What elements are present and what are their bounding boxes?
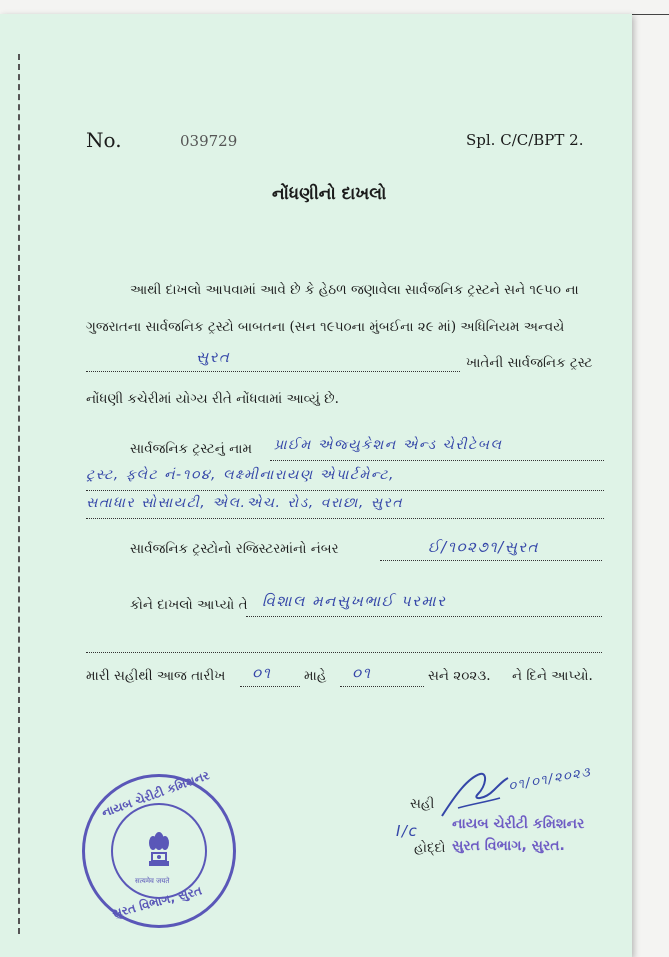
trust-name-dotted-line-1 <box>270 460 604 461</box>
certificate-page <box>0 14 632 957</box>
body-line-1: આથી દાખલો આપવામાં આવે છે કે હેઠળ જણાવેલા સાર્વજનિક ટ્રસ્ટને સને ૧૯૫૦ ના <box>130 282 579 298</box>
designation-label: હોદ્દો <box>414 840 446 856</box>
trust-name-line-1: પ્રાઈમ એજ્યુકેશન એન્ડ ચેરીટેબલ <box>274 437 503 453</box>
date-day: ૦૧ <box>252 664 272 682</box>
national-emblem-icon <box>145 827 173 871</box>
issued-to-value: વિશાલ મનસુખભાઈ પરમાર <box>262 592 447 610</box>
office-city-dotted-line <box>86 371 460 372</box>
body-line-3-suffix: ખાતેની સાર્વજનિક ટ્રસ્ટ <box>466 355 593 371</box>
date-prefix: મારી સહીથી આજ તારીખ <box>86 668 226 684</box>
trust-name-label: સાર્વજનિક ટ્રસ્ટનું નામ <box>130 441 252 457</box>
form-code: Spl. C/C/BPT 2. <box>466 131 584 149</box>
handwritten-signature-icon <box>438 764 512 824</box>
body-line-2: ગુજરાતના સાર્વજનિક ટ્રસ્ટો બાબતના (સન ૧૯૫૦ના મુંબઈના ૨૯ માં) અધિનિયમ અન્વયે <box>86 319 565 335</box>
date-month-dotted-line <box>340 686 424 687</box>
certificate-title: નોંધણીનો દાખલો <box>272 184 387 204</box>
issued-to-extra-dotted-line <box>86 652 602 653</box>
trust-name-dotted-line-3 <box>86 518 604 519</box>
number-label: No. <box>86 128 122 152</box>
scan-top-edge <box>0 0 669 15</box>
register-number-value: ઈ/૧૦૨૭૧/સુરત <box>428 538 539 556</box>
register-number-label: સાર્વજનિક ટ્રસ્ટોનો રજિસ્ટરમાંનો નંબર <box>130 541 339 557</box>
emblem-caption: सत्यमेव जयते <box>135 877 170 885</box>
incharge-mark: I/c <box>396 822 419 840</box>
stamp-top-text: નાયબ ચેરીટી કમિશનર <box>99 768 212 821</box>
register-number-dotted-line <box>380 560 602 561</box>
signed-label: સહી <box>410 796 435 812</box>
trust-name-line-2: ટ્રસ્ટ, ફ્લેટ નં-૧૦૪, લક્ષ્મીનારાયણ એપાર્ટમેન્ટ, <box>86 467 395 483</box>
stamp-bottom-text: સુરત વિભાગ, સુરત <box>110 883 204 921</box>
official-round-stamp <box>82 768 236 928</box>
office-city-handwritten: સુરત <box>196 348 231 366</box>
perforation-line <box>18 54 20 934</box>
issued-to-dotted-line <box>246 616 602 617</box>
signed-date: ૦૧/૦૧/૨૦૨૩ <box>507 764 593 795</box>
date-month: ૦૧ <box>352 664 372 682</box>
certificate-number: 039729 <box>180 132 238 150</box>
trust-name-dotted-line-2 <box>86 490 604 491</box>
signatory-seal-line-2: સુરત વિભાગ, સુરત. <box>452 838 565 854</box>
date-day-dotted-line <box>240 686 300 687</box>
month-label: માહે <box>304 668 327 684</box>
trust-name-line-3: સતાધાર સોસાયટી, એલ.એચ. રોડ, વરાછા, સુરત <box>86 495 404 511</box>
year-text: સને ૨૦૨૩. <box>428 668 491 684</box>
body-line-4: નોંધણી કચેરીમાં યોગ્ય રીતે નોંધવામાં આવ્યું છે. <box>86 391 339 407</box>
signatory-seal-line-1: નાયબ ચેરીટી કમિશનર <box>452 816 585 832</box>
date-suffix: ને દિને આપ્યો. <box>512 668 593 684</box>
issued-to-label: કોને દાખલો આપ્યો તે <box>130 597 248 613</box>
